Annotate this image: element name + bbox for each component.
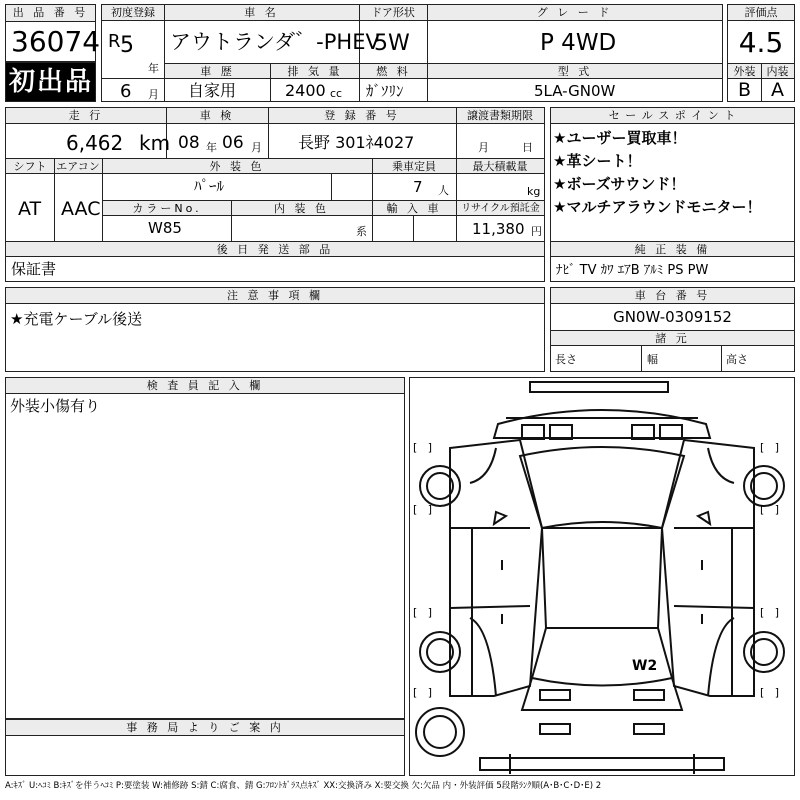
office-box [5,719,405,776]
color-no-label: カラーNo. [103,201,231,216]
inspection-month: 06 [222,133,244,153]
equipment-label: 純 正 装 備 [551,242,794,257]
later-parts-label: 後 日 発 送 部 品 [6,242,544,257]
car-damage-diagram [410,378,794,775]
bracket-right-bottom: [ ] [760,686,780,699]
fuel-value: ｶﾞｿﾘﾝ [366,82,404,100]
import-label: 輸 入 車 [372,201,456,216]
door-label: ドア形状 [359,5,427,21]
fuel-label: 燃 料 [360,64,427,79]
inspection-year: 08 [178,133,200,153]
inspection-year-unit: 年 [206,141,217,154]
transfer-month-unit: 月 [478,141,489,154]
recycle-label: リサイクル預託金 [457,201,544,216]
shift-label: シフト [6,159,54,174]
sales-points-label: セ ー ル ス ポ イ ン ト [551,108,794,124]
inspector-label: 検 査 員 記 入 欄 [6,378,404,394]
year-value: 5 [120,33,134,58]
length-label: 長さ [555,353,577,366]
history-value: 自家用 [188,81,237,100]
chassis-box [550,287,795,372]
recycle-value: 11,380 [472,220,525,238]
grade-value: P 4WD [540,30,617,56]
lot-number: 36074 [11,25,101,58]
score-label: 評価点 [728,5,794,21]
sales-point-2: ★革シート！ [553,152,642,170]
first-reg-label: 初度登録 [102,5,164,21]
notes-value: ★充電ケーブル後送 [10,310,143,328]
exterior-color-label: 外 装 色 [102,159,372,174]
transfer-day-unit: 日 [522,141,533,154]
height-label: 高さ [726,353,748,366]
shift-value: AT [18,198,42,220]
inspection-label: 車 検 [166,108,268,124]
year-unit: 年 [148,62,159,75]
sales-points-box [550,107,795,282]
transfer-label: 譲渡書類期限 [456,108,544,124]
width-label: 幅 [647,353,658,366]
office-label: 事 務 局 よ り ご 案 内 [6,720,404,736]
door-value: 5W [374,31,410,56]
car-name-label: 車 名 [164,5,359,21]
notes-box [5,287,545,372]
displacement-unit: cc [330,87,343,100]
recycle-unit: 円 [531,225,542,238]
sales-point-4: ★マルチアラウンドモニター！ [553,198,762,216]
grade-label: グ レ ー ド [427,5,722,21]
first-listing-text: 初出品 [9,67,94,97]
score-box [727,4,795,102]
bracket-right-top: [ ] [760,441,780,454]
vehicle-details-box [5,107,545,282]
inspector-box [5,377,405,719]
exterior-grade-label: 外装 [728,64,761,79]
chassis-value: GN0W-0309152 [613,308,732,326]
notes-label: 注 意 事 項 欄 [6,288,544,304]
aircon-label: エアコン [54,159,102,174]
capacity-value: 7 [413,178,423,196]
sales-point-1: ★ユーザー買取車！ [553,129,687,147]
equipment-value: ﾅﾋﾞ TV ｶﾜ ｴｱB ｱﾙﾐ PS PW [556,263,709,278]
bracket-left-mid: [ ] [413,503,433,516]
score-value: 4.5 [738,26,784,59]
bracket-left-low: [ ] [413,606,433,619]
vehicle-header-box [101,4,723,102]
damage-mark-w2: W2 [632,658,658,674]
lot-number-cell [5,4,101,62]
max-load-label: 最大積載量 [456,159,544,174]
registration-value: 長野 301ﾈ4027 [298,133,415,152]
bracket-left-bottom: [ ] [413,686,433,699]
capacity-label: 乗車定員 [372,159,456,174]
car-diagram-box [409,377,795,776]
exterior-grade: B [737,79,752,101]
mileage-label: 走 行 [6,108,166,124]
color-no-value: W85 [148,219,182,237]
bracket-right-low: [ ] [760,606,780,619]
exterior-color-value: ﾊﾟｰﾙ [194,177,225,195]
inspection-month-unit: 月 [251,141,262,154]
lot-number-label: 出 品 番 号 [6,5,95,22]
sales-point-3: ★ボーズサウンド！ [553,175,686,193]
mileage-unit: km [139,131,171,155]
capacity-unit: 人 [438,184,449,197]
max-load-unit: kg [527,185,541,198]
model-value: 5LA-GN0W [534,82,616,100]
car-name: アウトランダ゛-PHEV [170,30,380,54]
bracket-right-mid: [ ] [760,503,780,516]
dimensions-label: 諸 元 [551,331,794,346]
legend-text: A:ｷｽﾞ U:ﾍｺﾐ B:ｷｽﾞを伴うﾍｺﾐ P:要塗装 W:補修跡 S:錆 C:腐食、錆 G:ﾌﾛﾝﾄｶﾞﾗｽ点ｷｽﾞ XX:交換済み X:要交換 欠:欠品 内・外装評価 5段階ﾗﾝｸ順(A･B･C･D･E) 2 [5,781,602,791]
displacement-value: 2400 [285,81,326,100]
registration-label: 登 録 番 号 [268,108,456,124]
inspector-comment: 外装小傷有り [10,397,101,415]
displacement-label: 排 気 量 [271,64,359,79]
first-listing-badge [5,62,96,102]
month-unit: 月 [148,88,159,101]
interior-color-label: 内 装 色 [231,201,372,216]
chassis-label: 車 台 番 号 [551,288,794,304]
month-value: 6 [120,81,132,102]
era-value: R [108,31,121,52]
interior-grade: A [771,79,784,101]
interior-grade-label: 内装 [761,64,794,79]
aircon-value: AAC [61,198,101,220]
history-label: 車 歴 [165,64,270,79]
interior-color-unit: 系 [356,225,367,238]
mileage-value: 6,462 [66,131,124,155]
model-label: 型 式 [428,64,722,79]
bracket-left-top: [ ] [413,441,433,454]
later-parts-value: 保証書 [11,260,57,278]
